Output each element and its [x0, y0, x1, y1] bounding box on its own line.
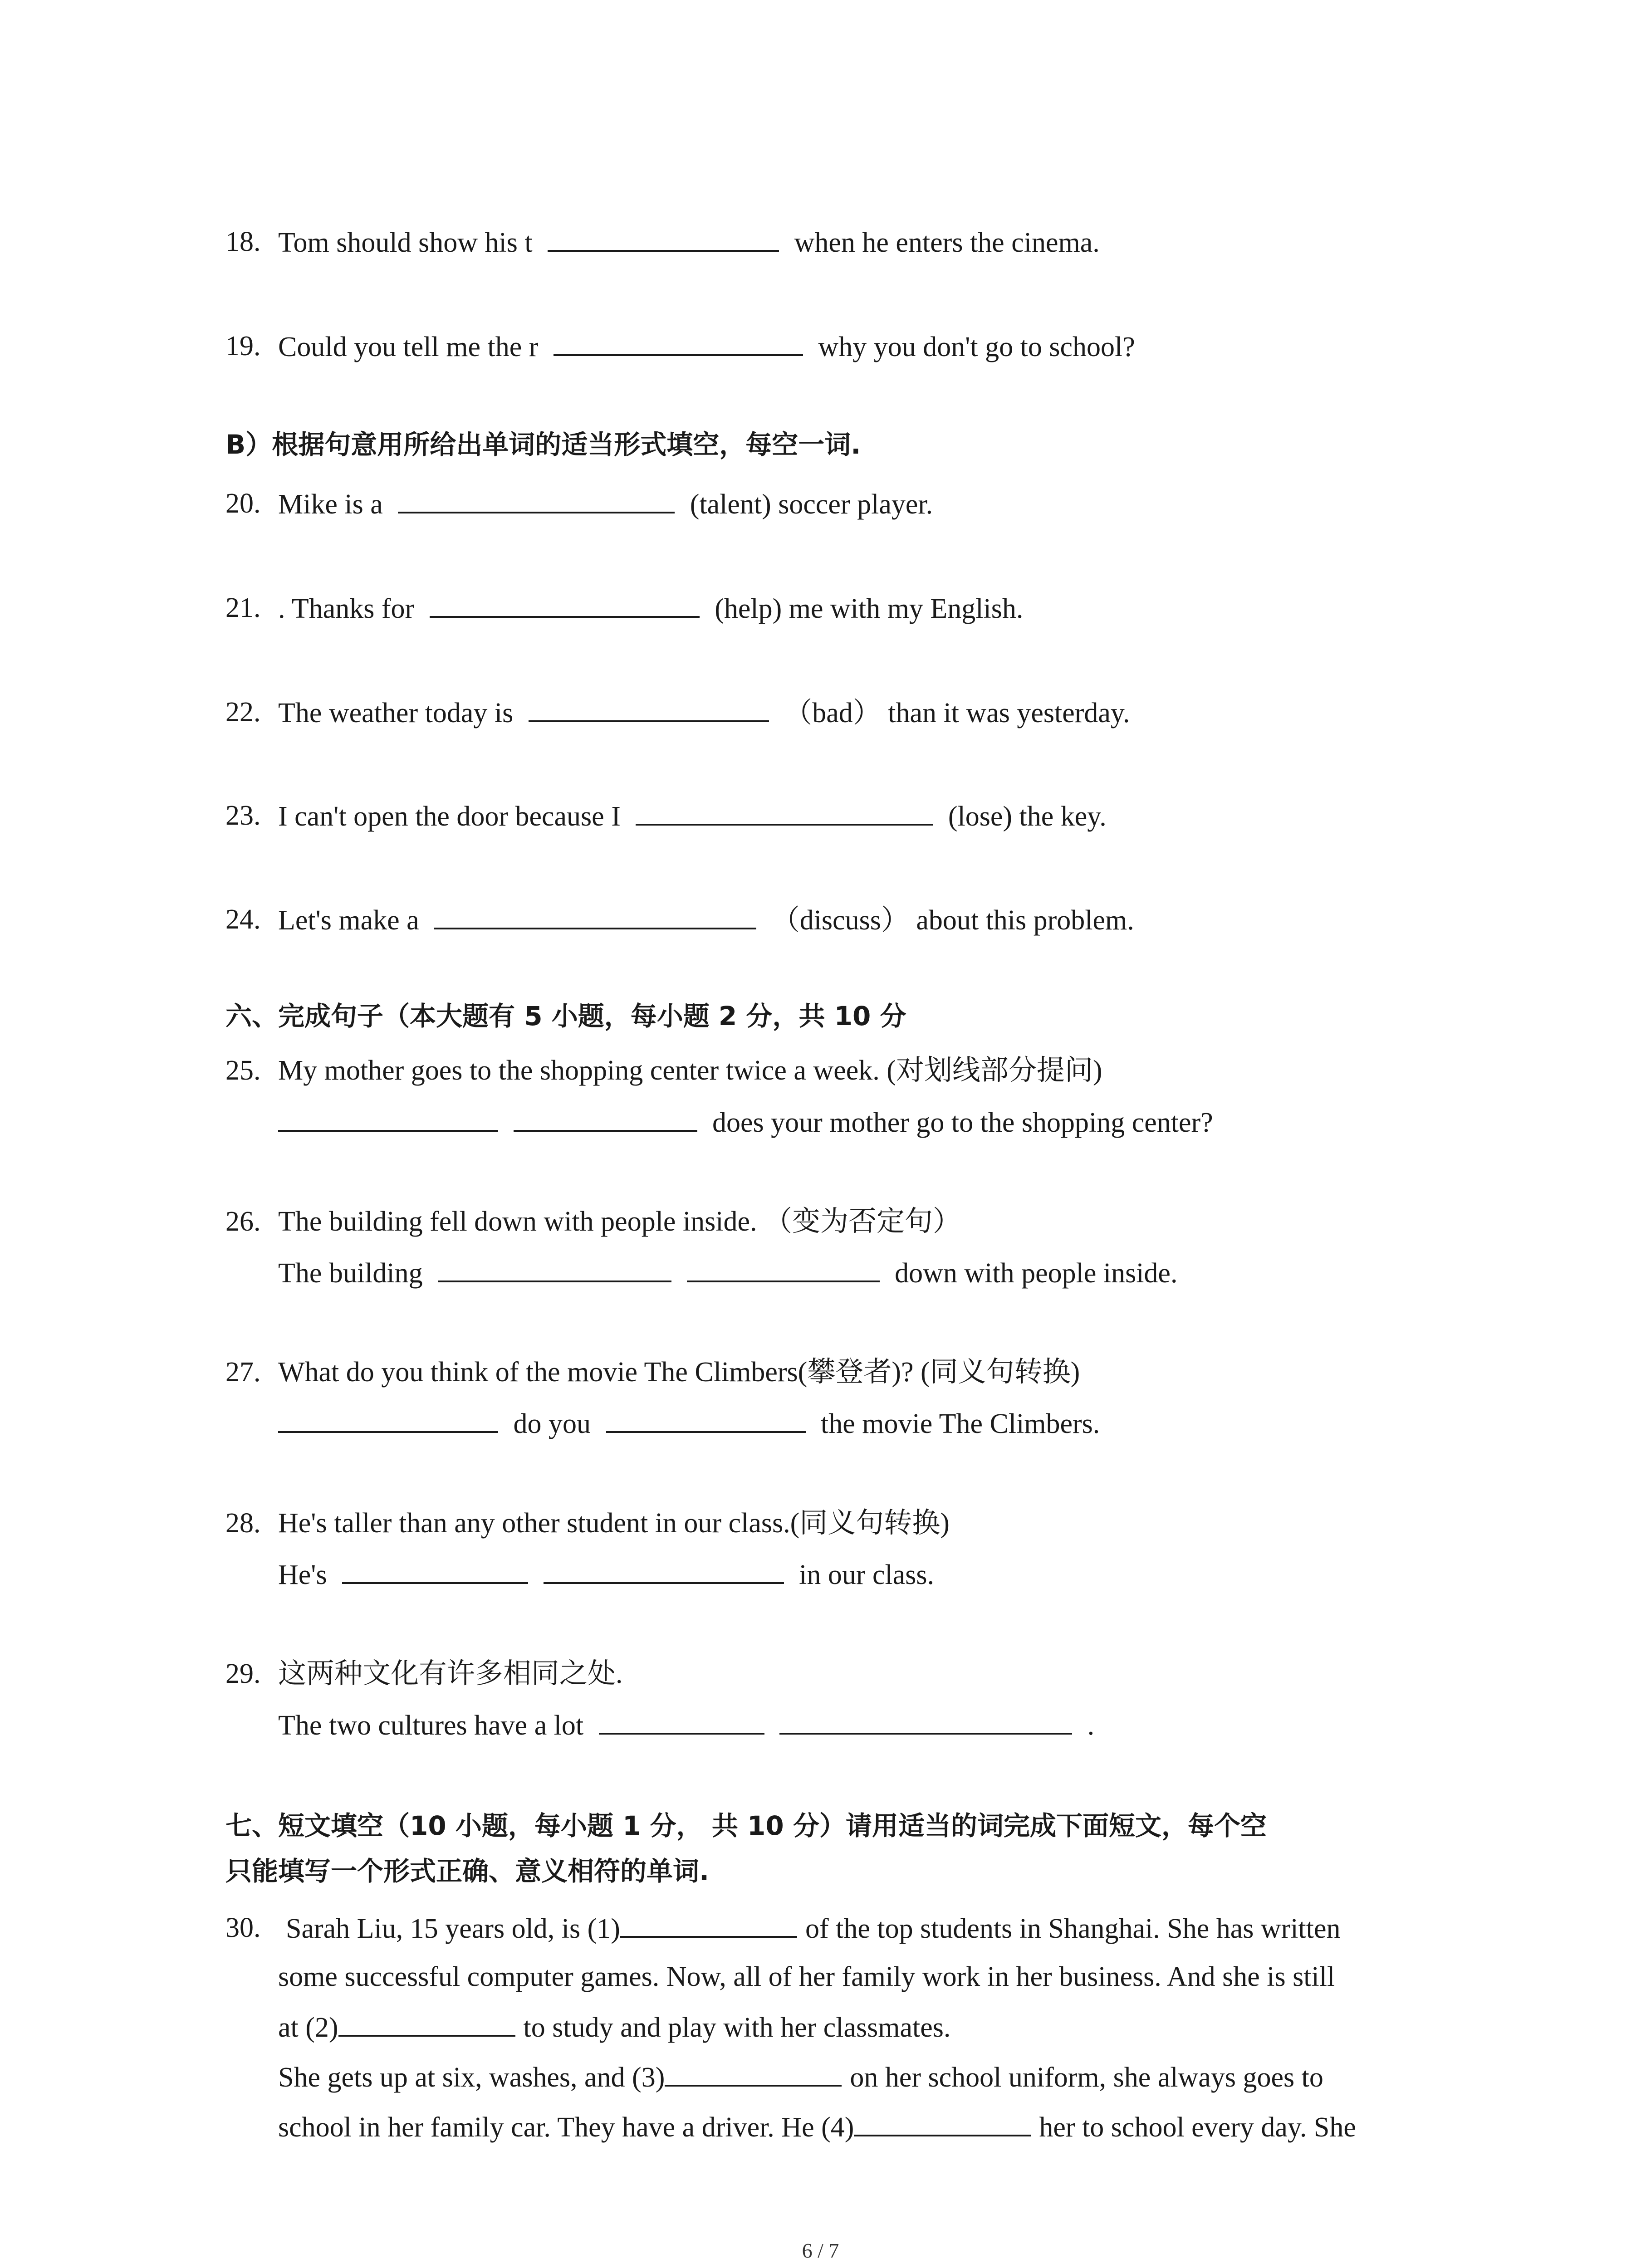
question-text: What do you think of the movie The Climbers(攀登者)? (同义句转换): [278, 1357, 1080, 1388]
passage-text: to study and play with her classmates.: [523, 2012, 951, 2043]
question-number: 29.: [225, 1658, 261, 1689]
question-text: He's: [278, 1559, 327, 1590]
page-number: 6 / 7: [802, 2239, 839, 2262]
question-text: He's taller than any other student in our class.(同义句转换): [278, 1508, 950, 1539]
question-text: I can't open the door because I: [278, 801, 621, 832]
answer-blank-1[interactable]: [620, 1910, 797, 1938]
question-text: do you: [513, 1408, 591, 1439]
answer-blank[interactable]: [548, 224, 779, 252]
answer-blank[interactable]: [606, 1405, 806, 1433]
question-text: (talent) soccer player.: [690, 489, 933, 520]
answer-blank[interactable]: [544, 1556, 784, 1584]
question-number: 24.: [225, 904, 261, 935]
question-number: 30.: [225, 1912, 261, 1943]
question-number: 19.: [225, 331, 261, 362]
question-text: The two cultures have a lot: [278, 1710, 584, 1741]
question-text: 这两种文化有许多相同之处.: [278, 1658, 623, 1689]
answer-blank[interactable]: [636, 797, 933, 826]
question-text: the movie The Climbers.: [821, 1408, 1100, 1439]
question-number: 27.: [225, 1357, 261, 1388]
question-text: (lose) the key.: [948, 801, 1107, 832]
answer-blank[interactable]: [779, 1706, 1072, 1735]
passage-text: school in her family car. They have a driver. He (4): [278, 2112, 854, 2143]
section-7-heading: 七、短文填空（10 小题，每小题 1 分， 共 10 分）请用适当的词完成下面短文，每个空: [225, 1810, 1267, 1841]
question-text: does your mother go to the shopping center?: [712, 1107, 1213, 1138]
question-text: why you don't go to school?: [818, 332, 1135, 362]
answer-blank[interactable]: [430, 590, 700, 618]
answer-blank[interactable]: [434, 901, 756, 929]
answer-blank[interactable]: [278, 1405, 498, 1433]
passage-text: some successful computer games. Now, all of her family work in her business. And she is still: [278, 1961, 1335, 1992]
question-number: 20.: [225, 488, 261, 519]
question-number: 22.: [225, 697, 261, 728]
answer-blank[interactable]: [529, 694, 769, 722]
question-text: The weather today is: [278, 698, 514, 728]
question-text: The building fell down with people inside. （变为否定句）: [278, 1206, 961, 1237]
answer-blank[interactable]: [599, 1706, 764, 1735]
question-text: Tom should show his t: [278, 227, 533, 258]
question-text: （bad） than it was yesterday.: [784, 698, 1130, 728]
question-text: (help) me with my English.: [715, 593, 1024, 624]
section-7-heading-cont: 只能填写一个形式正确、意义相符的单词.: [225, 1856, 710, 1887]
question-text: Could you tell me the r: [278, 332, 539, 362]
section-6-heading: 六、完成句子（本大题有 5 小题，每小题 2 分，共 10 分: [225, 1001, 906, 1031]
passage-text: Sarah Liu, 15 years old, is (1): [286, 1913, 620, 1944]
question-number: 25.: [225, 1055, 261, 1086]
passage-text: her to school every day. She: [1039, 2112, 1356, 2143]
question-text: .: [1087, 1710, 1095, 1741]
question-number: 26.: [225, 1206, 261, 1237]
question-text: down with people inside.: [895, 1258, 1178, 1289]
question-number: 28.: [225, 1508, 261, 1539]
answer-blank-3[interactable]: [665, 2058, 842, 2087]
question-text: when he enters the cinema.: [794, 227, 1100, 258]
question-text: . Thanks for: [278, 593, 415, 624]
question-text: （discuss） about this problem.: [771, 905, 1134, 936]
answer-blank[interactable]: [438, 1254, 671, 1282]
question-number: 23.: [225, 800, 261, 831]
answer-blank[interactable]: [554, 328, 803, 356]
question-text: The building: [278, 1258, 423, 1289]
question-text: Let's make a: [278, 905, 419, 936]
passage-text: on her school uniform, she always goes to: [850, 2062, 1323, 2093]
question-number: 21.: [225, 592, 261, 623]
answer-blank[interactable]: [687, 1254, 880, 1282]
question-text: in our class.: [799, 1559, 934, 1590]
question-number: 18.: [225, 226, 261, 257]
answer-blank[interactable]: [398, 485, 675, 513]
answer-blank-2[interactable]: [338, 2009, 515, 2037]
answer-blank-4[interactable]: [854, 2108, 1031, 2136]
answer-blank[interactable]: [342, 1556, 528, 1584]
section-b-heading: B）根据句意用所给出单词的适当形式填空，每空一词.: [225, 429, 861, 460]
answer-blank[interactable]: [514, 1104, 697, 1132]
question-text: My mother goes to the shopping center twice a week. (对划线部分提问): [278, 1055, 1102, 1086]
answer-blank[interactable]: [278, 1104, 498, 1132]
passage-text: She gets up at six, washes, and (3): [278, 2062, 665, 2093]
passage-text: at (2): [278, 2012, 338, 2043]
question-text: Mike is a: [278, 489, 383, 520]
passage-text: of the top students in Shanghai. She has written: [805, 1913, 1341, 1944]
